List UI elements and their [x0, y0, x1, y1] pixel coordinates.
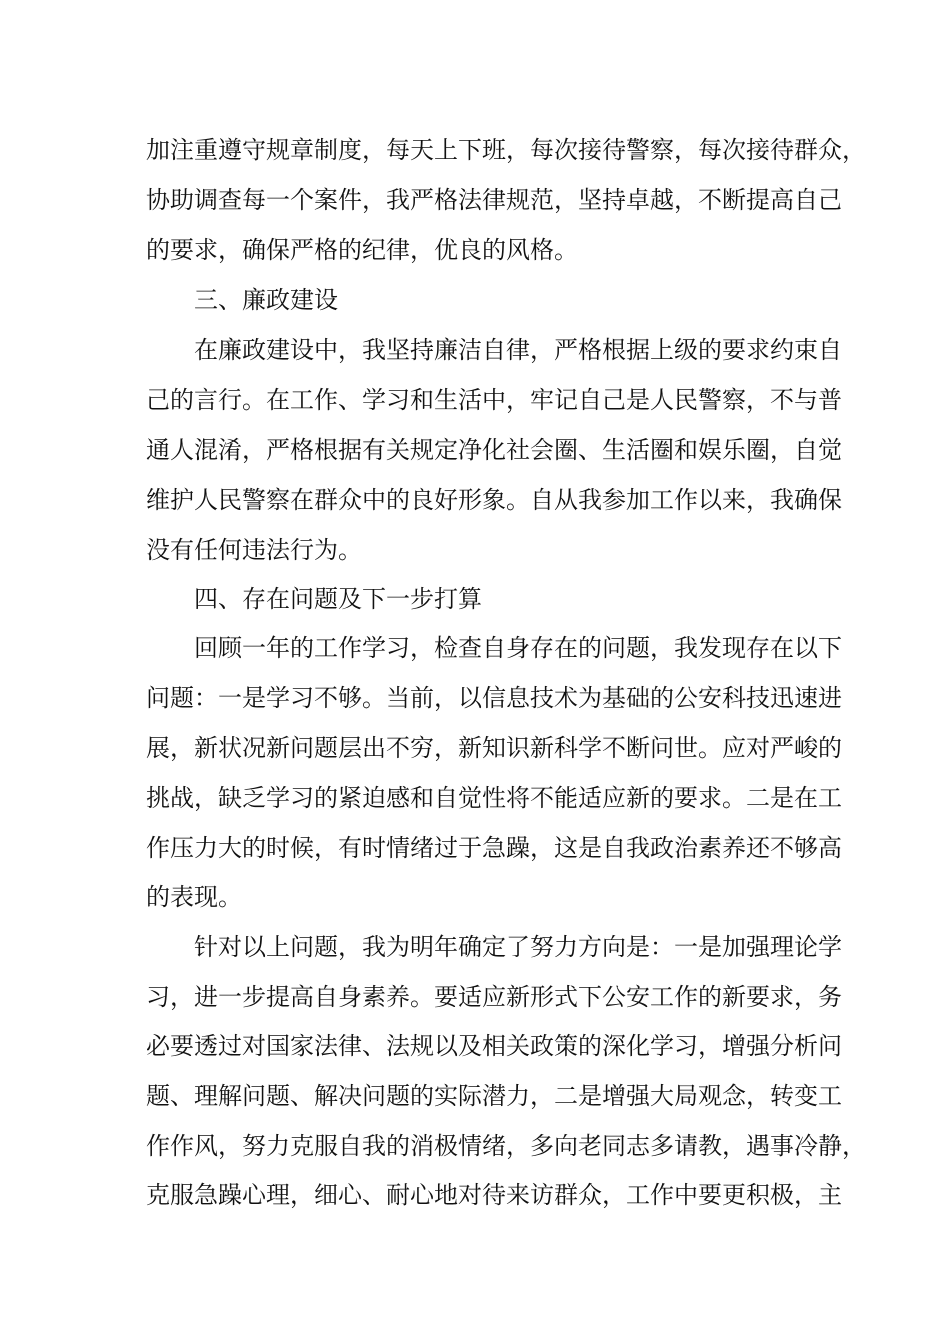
text-line-19: 必要透过对国家法律、法规以及相关政策的深化学习，增强分析问: [146, 1032, 842, 1060]
text-line-12: 问题：一是学习不够。当前，以信息技术为基础的公安科技迅速进: [146, 684, 842, 712]
text-line-2: 协助调查每一个案件，我严格法律规范，坚持卓越，不断提高自己: [146, 186, 842, 214]
text-line-11: 回顾一年的工作学习，检查自身存在的问题，我发现存在以下: [194, 634, 842, 662]
text-line-21: 作作风，努力克服自我的消极情绪，多向老同志多请教，遇事冷静，: [146, 1132, 866, 1160]
text-line-8: 维护人民警察在群众中的良好形象。自从我参加工作以来，我确保: [146, 486, 842, 514]
text-line-20: 题、理解问题、解决问题的实际潜力，二是增强大局观念，转变工: [146, 1082, 842, 1110]
text-line-13: 展，新状况新问题层出不穷，新知识新科学不断问世。应对严峻的: [146, 734, 842, 762]
section-heading-3: 三、廉政建设: [194, 286, 338, 314]
text-line-18: 习，进一步提高自身素养。要适应新形式下公安工作的新要求，务: [146, 983, 842, 1011]
text-line-5: 在廉政建设中，我坚持廉洁自律，严格根据上级的要求约束自: [194, 336, 842, 364]
text-line-17: 针对以上问题，我为明年确定了努力方向是：一是加强理论学: [194, 933, 842, 961]
text-line-16: 的表现。: [146, 883, 242, 911]
text-line-14: 挑战，缺乏学习的紧迫感和自觉性将不能适应新的要求。二是在工: [146, 784, 842, 812]
text-line-9: 没有任何违法行为。: [146, 536, 362, 564]
section-heading-4: 四、存在问题及下一步打算: [194, 585, 482, 613]
text-line-7: 通人混淆，严格根据有关规定净化社会圈、生活圈和娱乐圈，自觉: [146, 436, 842, 464]
text-line-1: 加注重遵守规章制度，每天上下班，每次接待警察，每次接待群众，: [146, 136, 866, 164]
text-line-22: 克服急躁心理，细心、耐心地对待来访群众，工作中要更积极，主: [146, 1181, 842, 1209]
text-line-15: 作压力大的时候，有时情绪过于急躁，这是自我政治素养还不够高: [146, 834, 842, 862]
text-line-3: 的要求，确保严格的纪律，优良的风格。: [146, 236, 578, 264]
text-line-6: 己的言行。在工作、学习和生活中，牢记自己是人民警察，不与普: [146, 386, 842, 414]
